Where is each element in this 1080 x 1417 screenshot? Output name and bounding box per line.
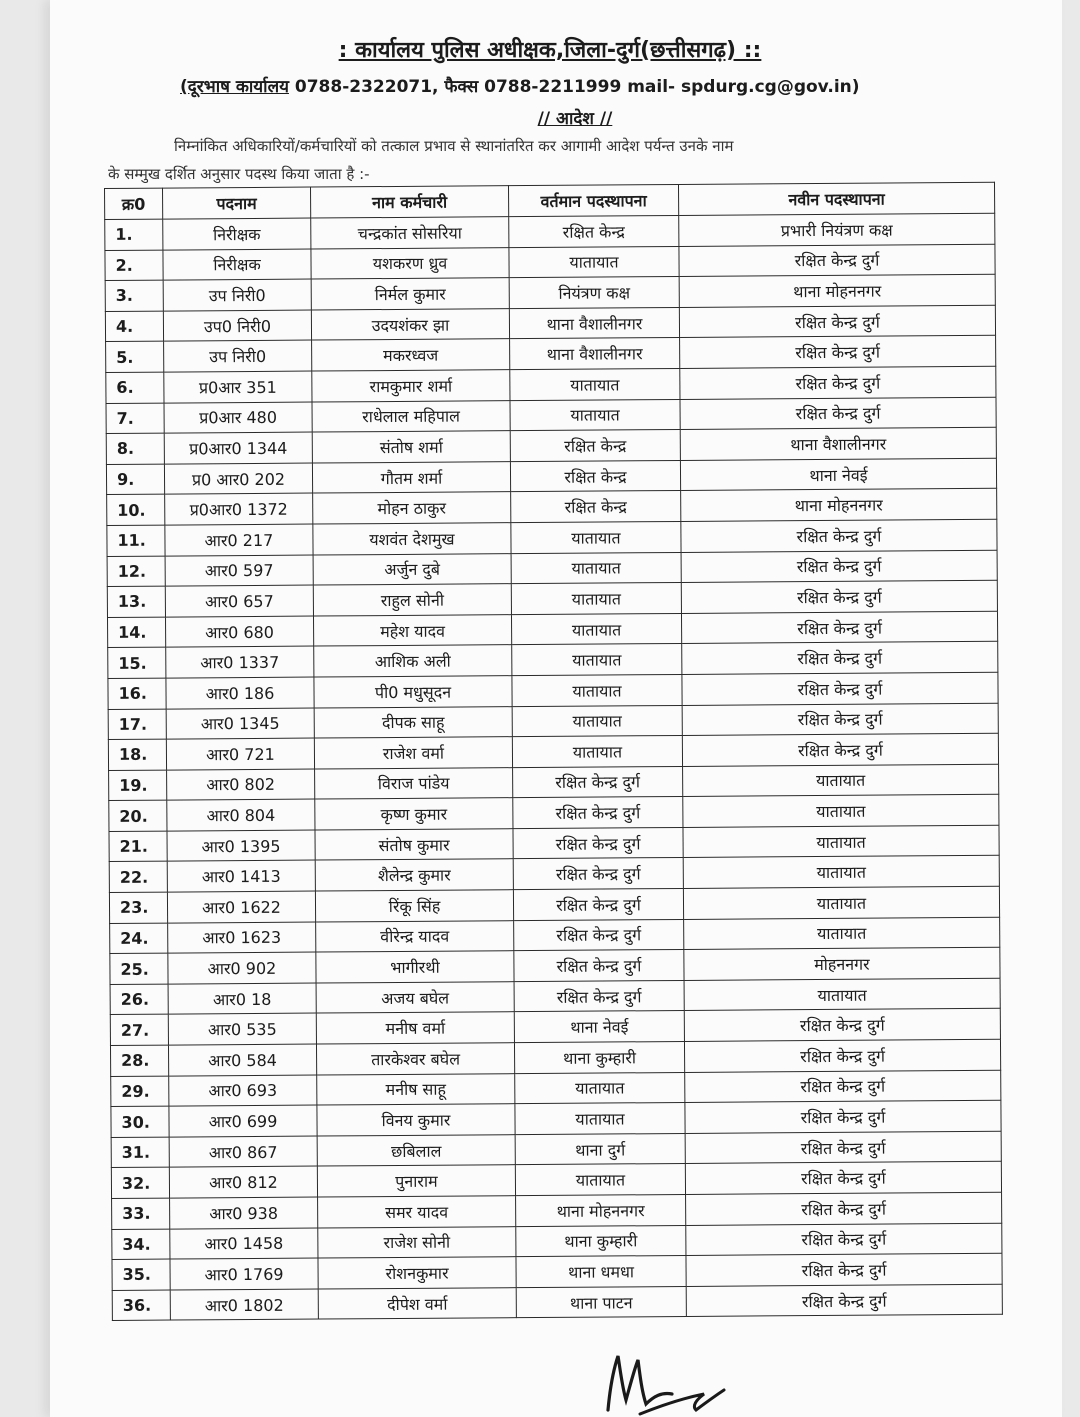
cell-serial: 34. bbox=[112, 1229, 170, 1260]
cell-current-posting: थाना धमधा bbox=[516, 1256, 686, 1288]
cell-serial: 33. bbox=[112, 1198, 170, 1229]
cell-designation: आर0 804 bbox=[167, 799, 315, 831]
cell-new-posting: थाना नेवई bbox=[680, 458, 996, 491]
cell-employee-name: यशवंत देशमुख bbox=[313, 523, 511, 555]
cell-employee-name: मोहन ठाकुर bbox=[313, 492, 511, 524]
cell-serial: 10. bbox=[107, 494, 165, 525]
header-designation: पदनाम bbox=[163, 187, 311, 219]
cell-designation: आर0 597 bbox=[165, 555, 313, 587]
cell-serial: 30. bbox=[111, 1106, 169, 1137]
cell-employee-name: विराज पांडेय bbox=[315, 767, 513, 799]
cell-new-posting: यातायात bbox=[683, 886, 999, 919]
cell-designation: आर0 217 bbox=[165, 524, 313, 556]
intro-paragraph bbox=[108, 132, 1008, 188]
cell-current-posting: थाना पाटन bbox=[516, 1286, 686, 1318]
cell-new-posting: रक्षित केन्द्र दुर्ग bbox=[681, 550, 997, 583]
header-employee-name: नाम कर्मचारी bbox=[310, 186, 508, 218]
cell-new-posting: रक्षित केन्द्र दुर्ग bbox=[682, 733, 998, 766]
cell-employee-name: राजेश वर्मा bbox=[314, 737, 512, 769]
header-new-posting: नवीन पदस्थापना bbox=[678, 182, 994, 215]
cell-employee-name: वीरेन्द्र यादव bbox=[316, 920, 514, 952]
cell-serial: 25. bbox=[110, 953, 168, 984]
cell-new-posting: यातायात bbox=[684, 978, 1000, 1011]
cell-current-posting: थाना कुम्हारी bbox=[516, 1225, 686, 1257]
cell-new-posting: रक्षित केन्द्र दुर्ग bbox=[682, 703, 998, 736]
cell-new-posting: रक्षित केन्द्र दुर्ग bbox=[684, 1039, 1000, 1072]
cell-designation: आर0 1769 bbox=[170, 1258, 318, 1290]
cell-employee-name: संतोष कुमार bbox=[315, 829, 513, 861]
cell-new-posting: यातायात bbox=[683, 856, 999, 889]
cell-employee-name: आशिक अली bbox=[314, 645, 512, 677]
cell-employee-name: उदयशंकर झा bbox=[311, 308, 509, 340]
cell-current-posting: यातायात bbox=[512, 644, 682, 676]
cell-designation: प्र0आर 480 bbox=[164, 402, 312, 434]
cell-employee-name: शैलेन्द्र कुमार bbox=[315, 859, 513, 891]
cell-serial: 13. bbox=[107, 586, 165, 617]
cell-serial: 8. bbox=[106, 433, 164, 464]
cell-employee-name: राहुल सोनी bbox=[313, 584, 511, 616]
cell-current-posting: रक्षित केन्द्र दुर्ग bbox=[513, 797, 683, 829]
header-serial: क्र0 bbox=[105, 188, 163, 219]
cell-new-posting: रक्षित केन्द्र दुर्ग bbox=[686, 1223, 1002, 1256]
cell-employee-name: अजय बघेल bbox=[316, 982, 514, 1014]
cell-employee-name: समर यादव bbox=[318, 1196, 516, 1228]
cell-employee-name: पी0 मधुसूदन bbox=[314, 676, 512, 708]
cell-serial: 18. bbox=[108, 739, 166, 770]
cell-designation: प्र0 आर0 202 bbox=[164, 463, 312, 495]
transfer-table bbox=[104, 182, 1003, 1322]
cell-employee-name: मकरध्वज bbox=[312, 339, 510, 371]
cell-current-posting: यातायात bbox=[511, 521, 681, 553]
cell-employee-name: रिंकू सिंह bbox=[315, 890, 513, 922]
cell-new-posting: रक्षित केन्द्र दुर्ग bbox=[679, 244, 995, 277]
cell-designation: उप निरी0 bbox=[164, 340, 312, 372]
cell-new-posting: रक्षित केन्द्र दुर्ग bbox=[686, 1253, 1002, 1286]
cell-serial: 16. bbox=[108, 678, 166, 709]
cell-new-posting: यातायात bbox=[683, 825, 999, 858]
cell-current-posting: रक्षित केन्द्र दुर्ग bbox=[514, 980, 684, 1012]
cell-serial: 20. bbox=[109, 800, 167, 831]
cell-current-posting: यातायात bbox=[511, 583, 681, 615]
cell-current-posting: यातायात bbox=[515, 1072, 685, 1104]
cell-current-posting: रक्षित केन्द्र दुर्ग bbox=[513, 766, 683, 798]
cell-serial: 21. bbox=[109, 831, 167, 862]
cell-serial: 32. bbox=[111, 1167, 169, 1198]
cell-current-posting: रक्षित केन्द्र दुर्ग bbox=[513, 858, 683, 890]
cell-new-posting: रक्षित केन्द्र दुर्ग bbox=[682, 672, 998, 705]
cell-serial: 31. bbox=[111, 1137, 169, 1168]
cell-designation: आर0 1802 bbox=[170, 1289, 318, 1321]
cell-designation: आर0 1413 bbox=[167, 861, 315, 893]
cell-designation: प्र0आर0 1344 bbox=[164, 432, 312, 464]
cell-designation: आर0 867 bbox=[169, 1136, 317, 1168]
cell-current-posting: रक्षित केन्द्र दुर्ग bbox=[514, 950, 684, 982]
table-body bbox=[105, 213, 1003, 1321]
cell-current-posting: नियंत्रण कक्ष bbox=[509, 277, 679, 309]
cell-new-posting: रक्षित केन्द्र दुर्ग bbox=[682, 642, 998, 675]
cell-new-posting: रक्षित केन्द्र दुर्ग bbox=[681, 519, 997, 552]
cell-current-posting: यातायात bbox=[511, 613, 681, 645]
cell-current-posting: थाना दुर्ग bbox=[515, 1133, 685, 1165]
cell-employee-name: निर्मल कुमार bbox=[311, 278, 509, 310]
cell-current-posting: यातायात bbox=[512, 674, 682, 706]
cell-designation: आर0 18 bbox=[168, 983, 316, 1015]
cell-current-posting: थाना वैशालीनगर bbox=[510, 338, 680, 370]
cell-employee-name: रामकुमार शर्मा bbox=[312, 370, 510, 402]
cell-current-posting: यातायात bbox=[515, 1164, 685, 1196]
cell-new-posting: यातायात bbox=[683, 764, 999, 797]
cell-serial: 24. bbox=[110, 923, 168, 954]
cell-designation: प्र0आर0 1372 bbox=[165, 493, 313, 525]
cell-current-posting: थाना वैशालीनगर bbox=[509, 307, 679, 339]
cell-designation: निरीक्षक bbox=[163, 218, 311, 250]
cell-current-posting: रक्षित केन्द्र दुर्ग bbox=[513, 889, 683, 921]
cell-employee-name: दीपेश वर्मा bbox=[318, 1287, 516, 1319]
cell-designation: आर0 1458 bbox=[170, 1228, 318, 1260]
cell-new-posting: रक्षित केन्द्र दुर्ग bbox=[685, 1100, 1001, 1133]
cell-serial: 6. bbox=[106, 372, 164, 403]
cell-serial: 3. bbox=[105, 280, 163, 311]
cell-designation: आर0 802 bbox=[167, 769, 315, 801]
cell-serial: 2. bbox=[105, 250, 163, 281]
cell-designation: आर0 186 bbox=[166, 677, 314, 709]
cell-new-posting: रक्षित केन्द्र दुर्ग bbox=[680, 336, 996, 369]
cell-new-posting: रक्षित केन्द्र दुर्ग bbox=[685, 1162, 1001, 1195]
intro-line-1: निम्नांकित अधिकारियों/कर्मचारियों को तत्काल प्रभाव से स्थानांतरित कर आगामी आदेश पर्यन्त उनके नाम bbox=[174, 137, 734, 155]
cell-new-posting: रक्षित केन्द्र दुर्ग bbox=[681, 580, 997, 613]
signature bbox=[600, 1348, 740, 1417]
cell-current-posting: थाना नेवई bbox=[514, 1011, 684, 1043]
cell-serial: 23. bbox=[109, 892, 167, 923]
cell-designation: प्र0आर 351 bbox=[164, 371, 312, 403]
cell-new-posting: थाना मोहननगर bbox=[679, 274, 995, 307]
cell-designation: आर0 584 bbox=[168, 1044, 316, 1076]
cell-current-posting: रक्षित केन्द्र bbox=[510, 430, 680, 462]
contact-line bbox=[180, 74, 940, 97]
cell-new-posting: रक्षित केन्द्र दुर्ग bbox=[679, 305, 995, 338]
cell-employee-name: कृष्ण कुमार bbox=[315, 798, 513, 830]
cell-new-posting: रक्षित केन्द्र दुर्ग bbox=[686, 1284, 1002, 1317]
cell-serial: 29. bbox=[111, 1076, 169, 1107]
header-current-posting: वर्तमान पदस्थापना bbox=[508, 184, 678, 216]
cell-serial: 1. bbox=[105, 219, 163, 250]
cell-current-posting: यातायात bbox=[510, 399, 680, 431]
cell-designation: आर0 938 bbox=[170, 1197, 318, 1229]
cell-new-posting: यातायात bbox=[684, 917, 1000, 950]
cell-employee-name: मनीष वर्मा bbox=[316, 1012, 514, 1044]
office-title: : कार्यालय पुलिस अधीक्षक,जिला-दुर्ग(छत्तीसगढ़) :: bbox=[338, 38, 762, 63]
cell-employee-name: गौतम शर्मा bbox=[312, 461, 510, 493]
cell-current-posting: रक्षित केन्द्र bbox=[509, 215, 679, 247]
cell-new-posting: रक्षित केन्द्र दुर्ग bbox=[685, 1070, 1001, 1103]
cell-serial: 5. bbox=[106, 341, 164, 372]
cell-new-posting: रक्षित केन्द्र दुर्ग bbox=[680, 397, 996, 430]
cell-new-posting: थाना मोहननगर bbox=[681, 489, 997, 522]
cell-current-posting: यातायात bbox=[511, 552, 681, 584]
cell-designation: आर0 535 bbox=[168, 1013, 316, 1045]
cell-employee-name: तारकेश्वर बघेल bbox=[316, 1043, 514, 1075]
cell-current-posting: थाना कुम्हारी bbox=[514, 1041, 684, 1073]
cell-designation: आर0 812 bbox=[169, 1166, 317, 1198]
cell-serial: 9. bbox=[106, 464, 164, 495]
cell-employee-name: पुनाराम bbox=[317, 1165, 515, 1197]
cell-serial: 15. bbox=[108, 647, 166, 678]
cell-current-posting: यातायात bbox=[512, 705, 682, 737]
cell-current-posting: रक्षित केन्द्र bbox=[511, 491, 681, 523]
cell-serial: 4. bbox=[105, 311, 163, 342]
cell-employee-name: विनय कुमार bbox=[317, 1104, 515, 1136]
cell-employee-name: महेश यादव bbox=[313, 614, 511, 646]
cell-serial: 19. bbox=[109, 770, 167, 801]
cell-new-posting: प्रभारी नियंत्रण कक्ष bbox=[679, 213, 995, 246]
cell-serial: 11. bbox=[107, 525, 165, 556]
cell-current-posting: यातायात bbox=[510, 368, 680, 400]
cell-employee-name: राजेश सोनी bbox=[318, 1226, 516, 1258]
contact-prefix: (दूरभाष कार्यालय bbox=[180, 77, 289, 97]
cell-serial: 26. bbox=[110, 984, 168, 1015]
cell-designation: उप0 निरी0 bbox=[163, 310, 311, 342]
cell-employee-name: राधेलाल महिपाल bbox=[312, 400, 510, 432]
cell-employee-name: संतोष शर्मा bbox=[312, 431, 510, 463]
cell-serial: 7. bbox=[106, 403, 164, 434]
cell-designation: आर0 1622 bbox=[167, 891, 315, 923]
cell-serial: 36. bbox=[112, 1290, 170, 1321]
cell-new-posting: रक्षित केन्द्र दुर्ग bbox=[681, 611, 997, 644]
cell-current-posting: रक्षित केन्द्र दुर्ग bbox=[514, 919, 684, 951]
contact-details: 0788-2322071, फैक्स 0788-2211999 mail- spdurg.cg@gov.in) bbox=[288, 77, 860, 97]
cell-designation: आर0 1337 bbox=[166, 646, 314, 678]
cell-designation: निरीक्षक bbox=[163, 249, 311, 281]
cell-designation: आर0 1623 bbox=[168, 922, 316, 954]
cell-designation: उप निरी0 bbox=[163, 279, 311, 311]
cell-designation: आर0 721 bbox=[166, 738, 314, 770]
cell-current-posting: यातायात bbox=[515, 1103, 685, 1135]
cell-serial: 14. bbox=[107, 617, 165, 648]
cell-designation: आर0 902 bbox=[168, 952, 316, 984]
cell-serial: 35. bbox=[112, 1259, 170, 1290]
cell-serial: 28. bbox=[110, 1045, 168, 1076]
cell-new-posting: रक्षित केन्द्र दुर्ग bbox=[684, 1009, 1000, 1042]
cell-serial: 27. bbox=[110, 1015, 168, 1046]
cell-serial: 22. bbox=[109, 862, 167, 893]
cell-employee-name: यशकरण ध्रुव bbox=[311, 247, 509, 279]
cell-employee-name: चन्द्रकांत सोसरिया bbox=[311, 217, 509, 249]
cell-designation: आर0 699 bbox=[169, 1105, 317, 1137]
cell-employee-name: दीपक साहू bbox=[314, 706, 512, 738]
cell-designation: आर0 693 bbox=[169, 1075, 317, 1107]
cell-serial: 12. bbox=[107, 556, 165, 587]
cell-serial: 17. bbox=[108, 709, 166, 740]
cell-new-posting: यातायात bbox=[683, 795, 999, 828]
cell-employee-name: छबिलाल bbox=[317, 1134, 515, 1166]
cell-employee-name: भागीरथी bbox=[316, 951, 514, 983]
cell-new-posting: थाना वैशालीनगर bbox=[680, 427, 996, 460]
cell-new-posting: मोहननगर bbox=[684, 948, 1000, 981]
cell-employee-name: मनीष साहू bbox=[317, 1073, 515, 1105]
cell-designation: आर0 657 bbox=[165, 585, 313, 617]
table-row bbox=[112, 1284, 1002, 1321]
cell-current-posting: यातायात bbox=[512, 736, 682, 768]
cell-employee-name: अर्जुन दुबे bbox=[313, 553, 511, 585]
cell-current-posting: रक्षित केन्द्र दुर्ग bbox=[513, 827, 683, 859]
cell-designation: आर0 1395 bbox=[167, 830, 315, 862]
cell-new-posting: रक्षित केन्द्र दुर्ग bbox=[685, 1131, 1001, 1164]
cell-current-posting: यातायात bbox=[509, 246, 679, 278]
cell-current-posting: थाना मोहननगर bbox=[516, 1194, 686, 1226]
cell-current-posting: रक्षित केन्द्र bbox=[510, 460, 680, 492]
cell-designation: आर0 1345 bbox=[166, 708, 314, 740]
cell-designation: आर0 680 bbox=[165, 616, 313, 648]
order-heading: // आदेश // bbox=[537, 109, 613, 129]
cell-new-posting: रक्षित केन्द्र दुर्ग bbox=[686, 1192, 1002, 1225]
cell-employee-name: रोशनकुमार bbox=[318, 1257, 516, 1289]
intro-line-2: के सम्मुख दर्शित अनुसार पदस्थ किया जाता है :- bbox=[108, 165, 370, 183]
cell-new-posting: रक्षित केन्द्र दुर्ग bbox=[680, 366, 996, 399]
